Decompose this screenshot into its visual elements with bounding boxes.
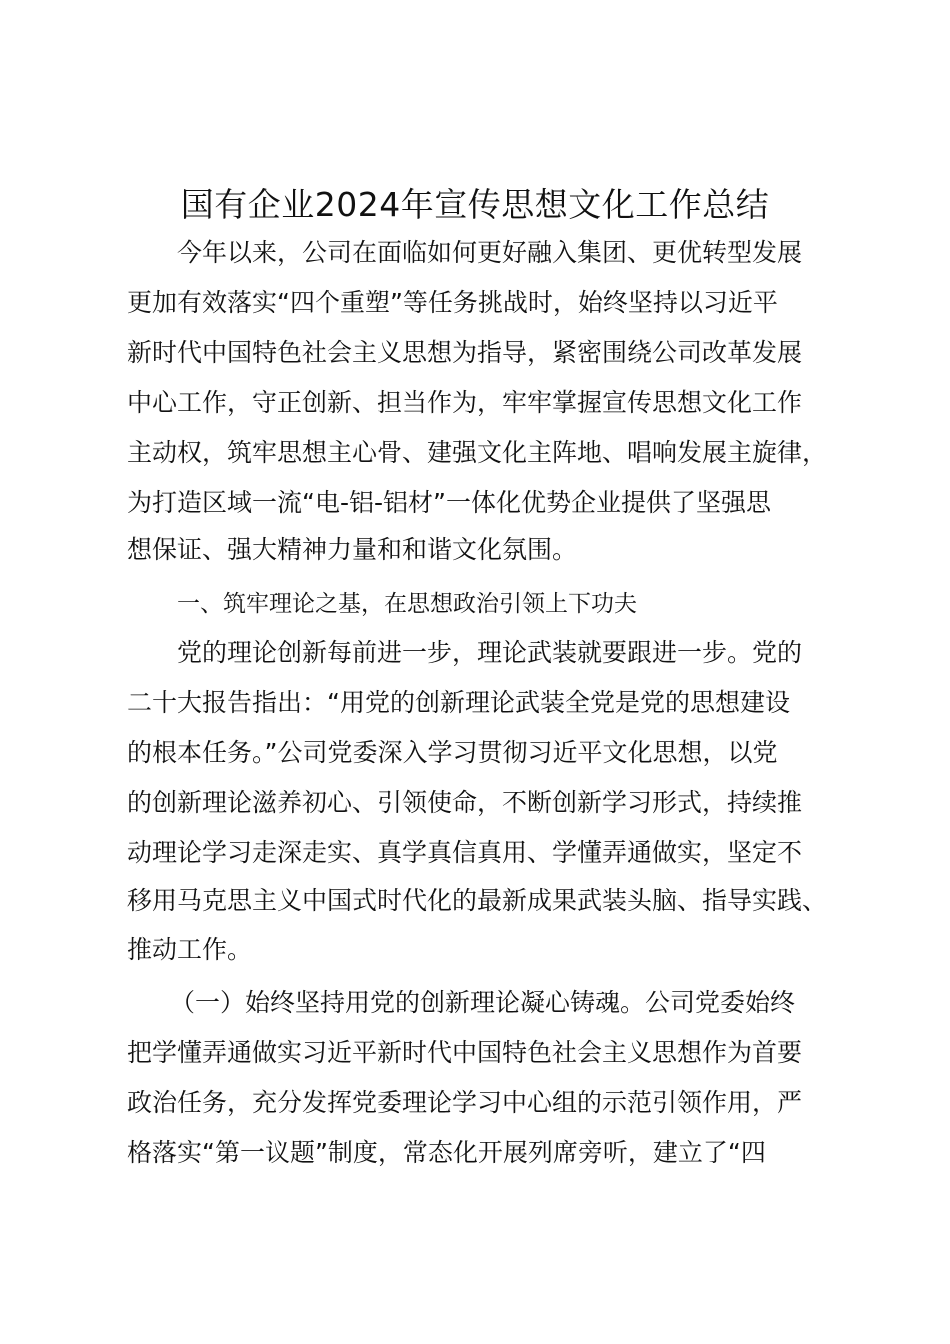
section-heading: 一、筑牢理论之基，在思想政治引领上下功夫 — [177, 591, 637, 617]
document-title: 国有企业2024年宣传思想文化工作总结 — [180, 185, 770, 224]
intro-line: 新时代中国特色社会主义思想为指导，紧密围绕公司改革发展 — [127, 338, 803, 367]
intro-line: 中心工作，守正创新、担当作为，牢牢掌握宣传思想文化工作 — [127, 388, 803, 417]
section1-line: 党的理论创新每前进一步，理论武装就要跟进一步。党的 — [177, 638, 803, 667]
section1-line: 移用马克思主义中国式时代化的最新成果武装头脑、指导实践、 — [127, 886, 828, 915]
section1-line: 二十大报告指出：“用党的创新理论武装全党是党的思想建设 — [127, 688, 790, 717]
subsection1-line: （一）始终坚持用党的创新理论凝心铸魂。公司党委始终 — [170, 988, 796, 1017]
subsection1-line: 把学懂弄通做实习近平新时代中国特色社会主义思想作为首要 — [127, 1038, 803, 1067]
section1-line: 的根本任务。”公司党委深入学习贯彻习近平文化思想，以党 — [127, 738, 778, 767]
intro-line: 为打造区域一流“电-铝-铝材”一体化优势企业提供了坚强思 — [127, 488, 771, 517]
section1-line: 动理论学习走深走实、真学真信真用、学懂弄通做实，坚定不 — [127, 838, 803, 867]
intro-line: 主动权，筑牢思想主心骨、建强文化主阵地、唱响发展主旋律， — [127, 438, 828, 467]
intro-line: 今年以来，公司在面临如何更好融入集团、更优转型发展 — [177, 238, 803, 267]
subsection1-line: 格落实“第一议题”制度，常态化开展列席旁听，建立了“四 — [127, 1138, 766, 1167]
intro-line: 更加有效落实“四个重塑”等任务挑战时，始终坚持以习近平 — [127, 288, 778, 317]
subsection1-line: 政治任务，充分发挥党委理论学习中心组的示范引领作用，严 — [127, 1088, 803, 1117]
section1-line: 的创新理论滋养初心、引领使命，不断创新学习形式，持续推 — [127, 788, 803, 817]
section1-line: 推动工作。 — [127, 935, 253, 964]
intro-line: 想保证、强大精神力量和和谐文化氛围。 — [127, 535, 578, 564]
